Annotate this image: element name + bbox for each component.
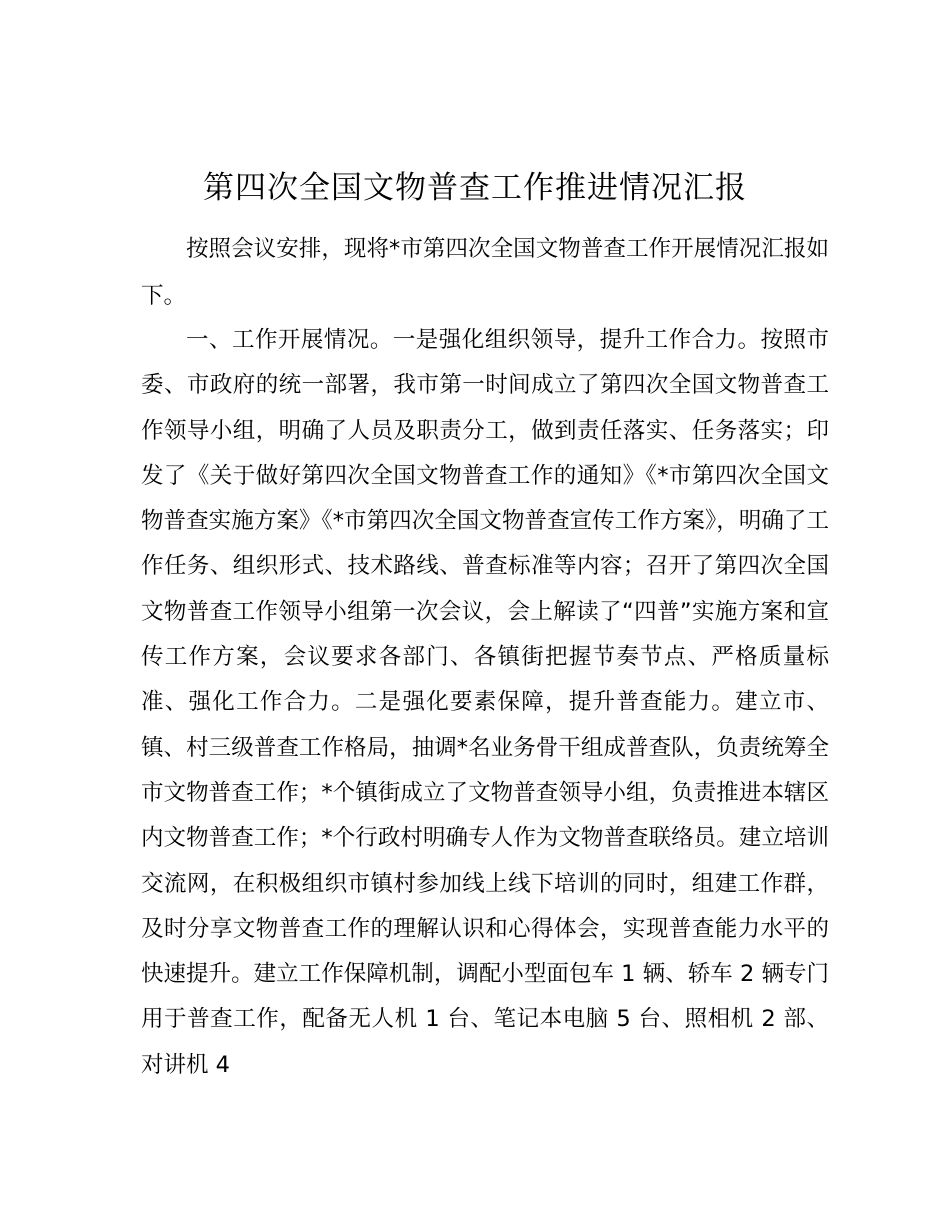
document-title: 第四次全国文物普查工作推进情况汇报 (203, 170, 747, 206)
section-one-paragraph: 一、工作开展情况。一是强化组织领导，提升工作合力。按照市委、市政府的统一部署，我市第一时间成立了第四次全国文物普查工作领导小组，明确了人员及职责分工，做到责任落实、任务落实；印发了《关于做好第四次全国文物普查工作的通知》《*市第四次全国文物普查实施方案》《*市第四次全国文物普查宣传工作方案》，明确了工作任务、组织形式、技术路线、普查标准等内容；召开了第四次全国文物普查工作领导小组第一次会议，会上解读了“四普”实施方案和宣传工作方案，会议要求各部门、各镇街把握节奏节点、严格质量标准、强化工作合力。二是强化要素保障，提升普查能力。建立市、镇、村三级普查工作格局，抽调*名业务骨干组成普查队，负责统筹全市文物普查工作；*个镇街成立了文物普查领导小组，负责推进本辖区内文物普查工作；*个行政村明确专人作为文物普查联络员。建立培训交流网，在积极组织市镇村参加线上线下培训的同时，组建工作群，及时分享文物普查工作的理解认识和心得体会，实现普查能力水平的快速提升。建立工作保障机制，调配小型面包车 1 辆、轿车 2 辆专门用于普查工作，配备无人机 1 台、笔记本电脑 5 台、照相机 2 部、对讲机 4 (141, 327, 829, 1078)
intro-paragraph: 按照会议安排，现将*市第四次全国文物普查工作开展情况汇报如下。 (141, 236, 829, 309)
